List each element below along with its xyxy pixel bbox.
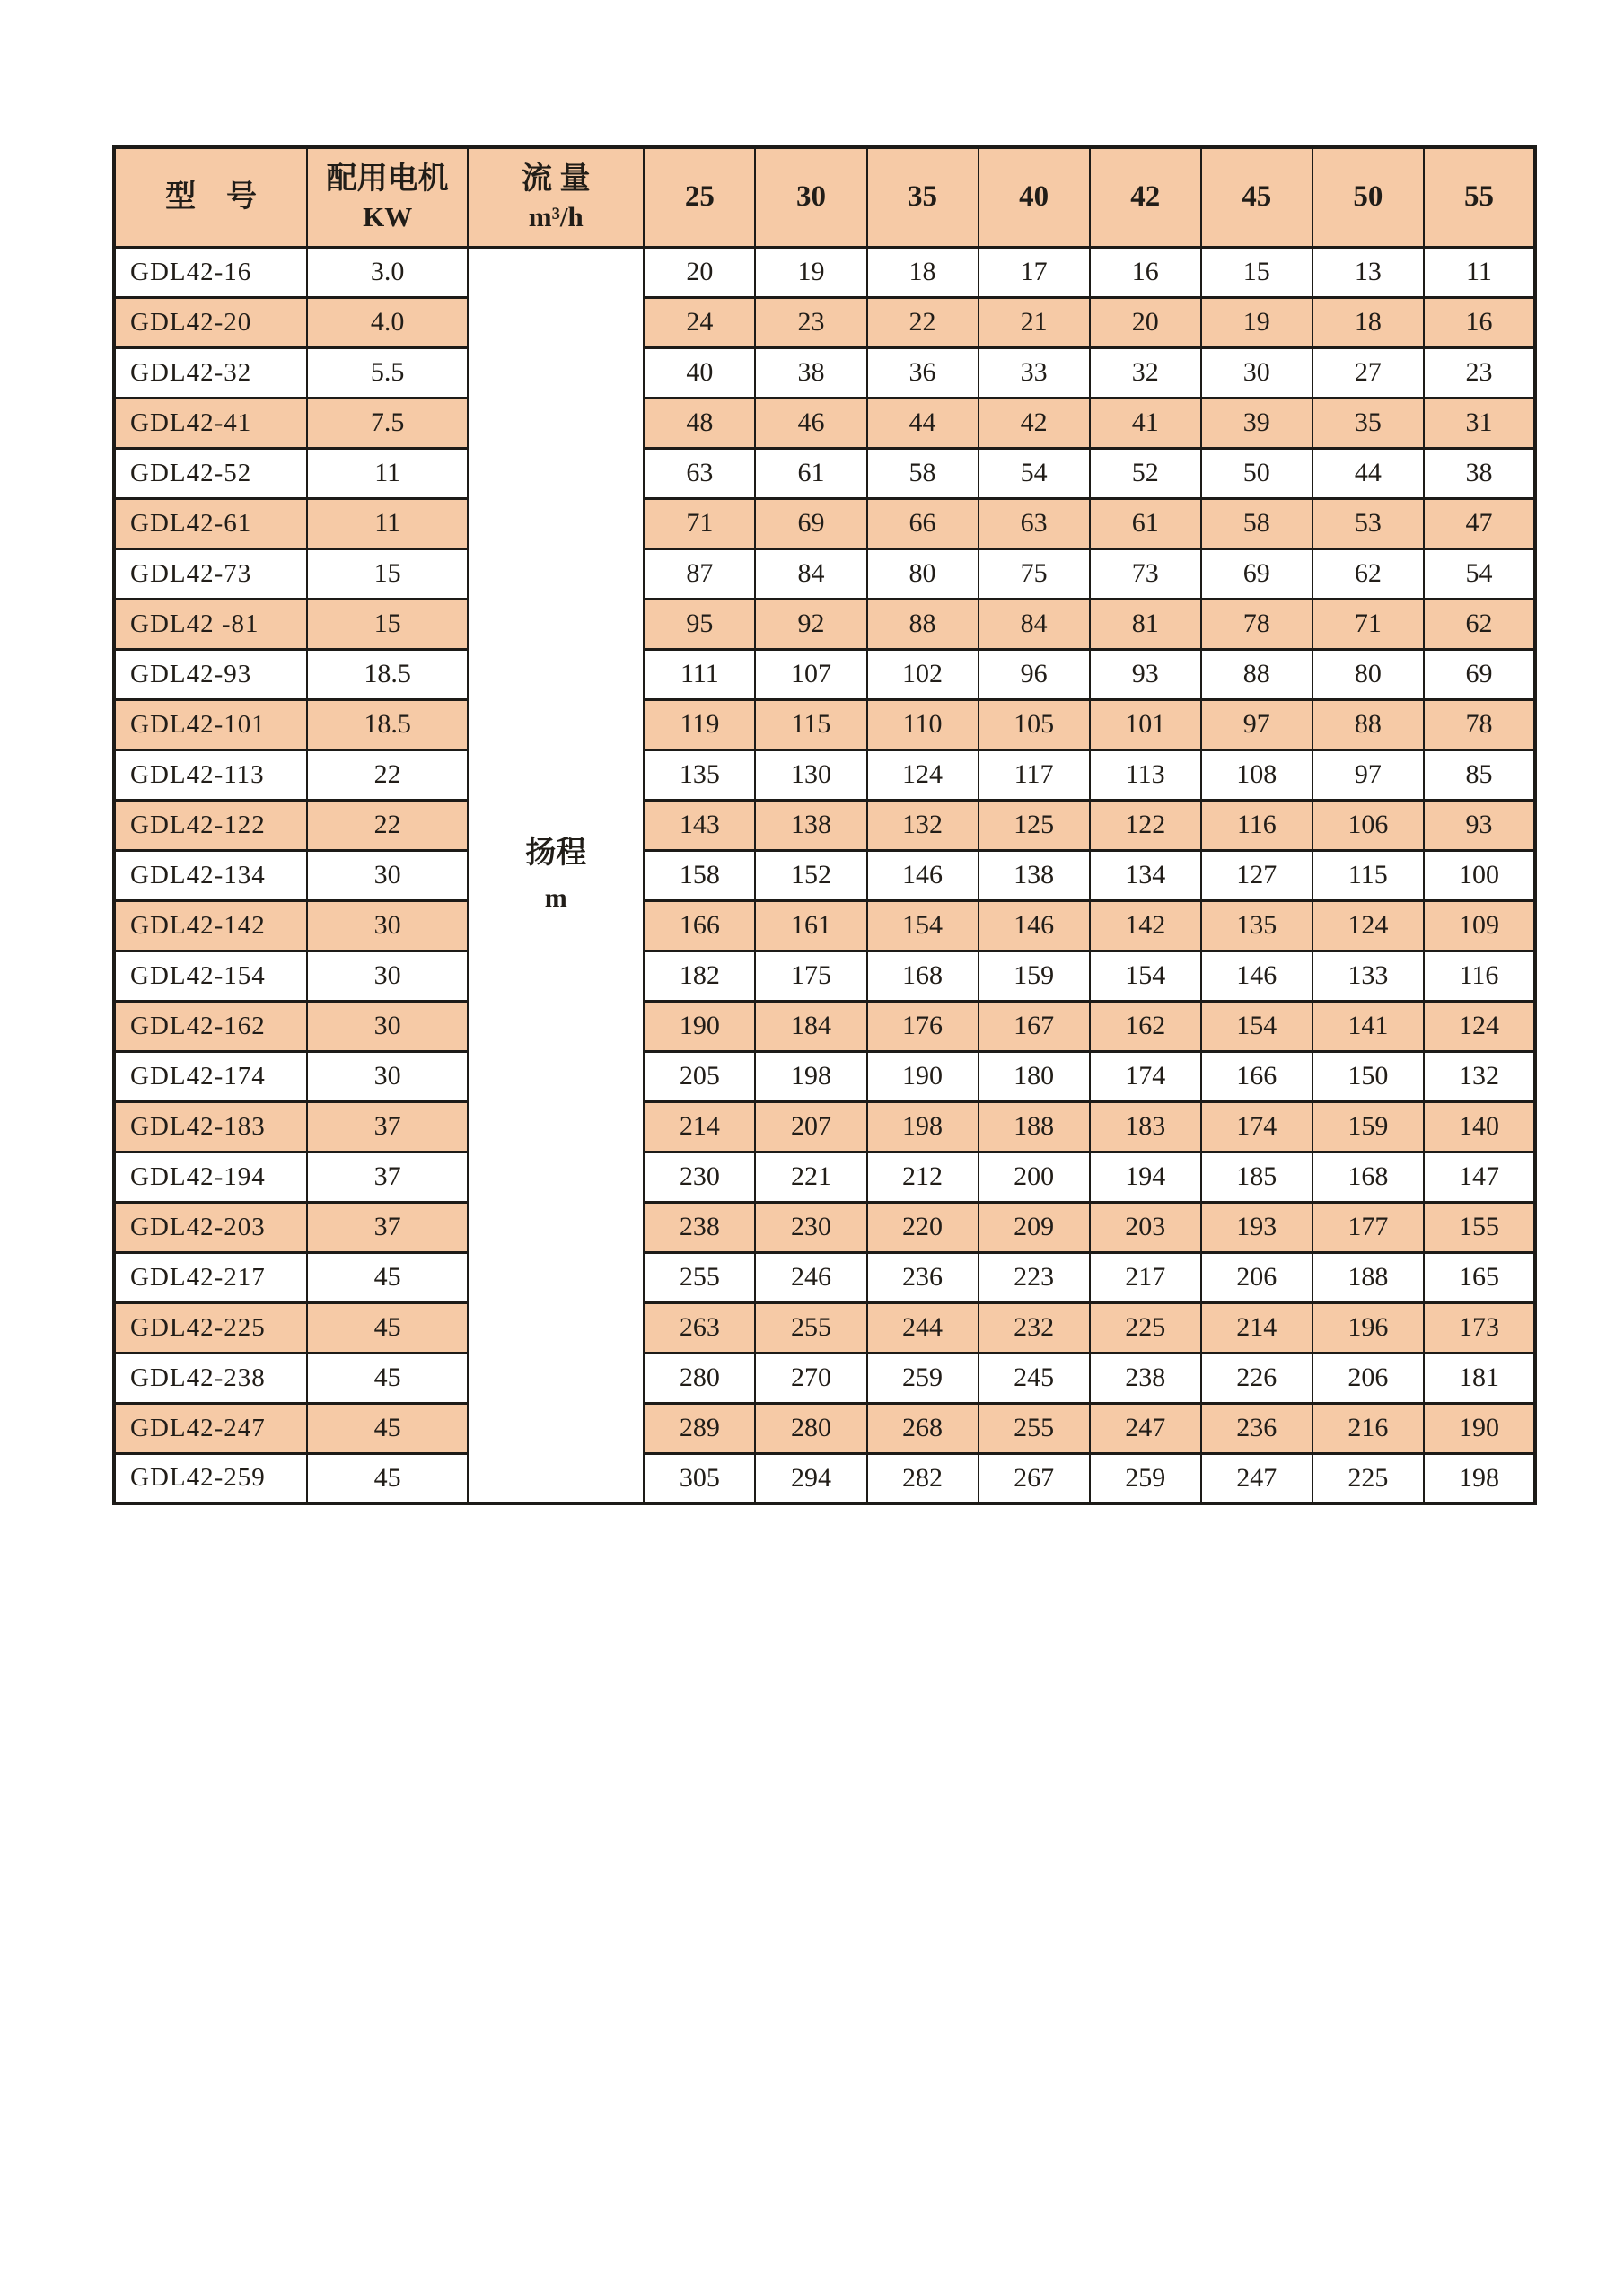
head-value-cell: 154: [867, 900, 979, 951]
header-model: [114, 147, 307, 247]
head-value-cell: 176: [867, 1001, 979, 1051]
head-value-cell: 167: [979, 1001, 1090, 1051]
head-value-cell: 220: [867, 1202, 979, 1252]
head-value-cell: 141: [1312, 1001, 1424, 1051]
head-value-cell: 225: [1090, 1302, 1201, 1353]
head-value-cell: 198: [867, 1101, 979, 1152]
head-value-cell: 206: [1201, 1252, 1312, 1302]
table-row: [114, 1453, 1535, 1503]
head-value-cell: 81: [1090, 599, 1201, 649]
head-value-cell: 146: [867, 850, 979, 900]
head-value-cell: 63: [644, 448, 755, 498]
head-value-cell: 246: [755, 1252, 866, 1302]
header-flow-25: 25: [644, 147, 755, 247]
head-value-cell: 44: [1312, 448, 1424, 498]
head-value-cell: 180: [979, 1051, 1090, 1101]
head-value-cell: 41: [1090, 398, 1201, 448]
head-value-cell: 177: [1312, 1202, 1424, 1252]
head-value-cell: 159: [979, 951, 1090, 1001]
head-label: 扬程: [525, 837, 587, 871]
pump-spec-table: [112, 145, 1537, 1505]
motor-kw-cell: 3.0: [307, 247, 468, 297]
table-row: [114, 1403, 1535, 1453]
head-value-cell: 133: [1312, 951, 1424, 1001]
motor-kw-cell: 18.5: [307, 699, 468, 749]
head-value-cell: 245: [979, 1353, 1090, 1403]
head-value-cell: 174: [1201, 1101, 1312, 1152]
head-value-cell: 194: [1090, 1152, 1201, 1202]
head-value-cell: 166: [1201, 1051, 1312, 1101]
motor-kw-cell: 11: [307, 448, 468, 498]
model-cell: GDL42-73: [114, 548, 307, 599]
head-value-cell: 280: [755, 1403, 866, 1453]
table-row: [114, 1152, 1535, 1202]
head-value-cell: 154: [1201, 1001, 1312, 1051]
head-value-cell: 116: [1424, 951, 1535, 1001]
head-value-cell: 236: [1201, 1403, 1312, 1453]
head-value-cell: 38: [755, 347, 866, 398]
head-value-cell: 255: [755, 1302, 866, 1353]
head-value-cell: 152: [755, 850, 866, 900]
model-cell: GDL42-174: [114, 1051, 307, 1101]
head-value-cell: 21: [979, 297, 1090, 347]
head-value-cell: 198: [755, 1051, 866, 1101]
head-value-cell: 71: [1312, 599, 1424, 649]
motor-kw-cell: 30: [307, 951, 468, 1001]
header-flow-label: 流 量: [522, 162, 591, 196]
model-cell: GDL42-52: [114, 448, 307, 498]
head-value-cell: 203: [1090, 1202, 1201, 1252]
head-value-cell: 47: [1424, 498, 1535, 548]
head-value-cell: 173: [1424, 1302, 1535, 1353]
head-value-cell: 216: [1312, 1403, 1424, 1453]
head-value-cell: 23: [755, 297, 866, 347]
head-value-cell: 289: [644, 1403, 755, 1453]
table-row: [114, 1051, 1535, 1101]
header-flow-35: 35: [867, 147, 979, 247]
head-value-cell: 16: [1090, 247, 1201, 297]
table-row: [114, 1302, 1535, 1353]
header-flow-45: 45: [1201, 147, 1312, 247]
motor-kw-cell: 45: [307, 1252, 468, 1302]
head-value-cell: 71: [644, 498, 755, 548]
head-value-cell: 154: [1090, 951, 1201, 1001]
head-value-cell: 185: [1201, 1152, 1312, 1202]
head-value-cell: 78: [1201, 599, 1312, 649]
head-value-cell: 138: [755, 800, 866, 850]
head-value-cell: 62: [1312, 548, 1424, 599]
motor-kw-cell: 37: [307, 1101, 468, 1152]
head-value-cell: 207: [755, 1101, 866, 1152]
head-value-cell: 33: [979, 347, 1090, 398]
head-value-cell: 280: [644, 1353, 755, 1403]
head-value-cell: 206: [1312, 1353, 1424, 1403]
head-value-cell: 20: [644, 247, 755, 297]
motor-kw-cell: 45: [307, 1453, 468, 1503]
head-value-cell: 48: [644, 398, 755, 448]
motor-kw-cell: 30: [307, 1001, 468, 1051]
model-cell: GDL42-134: [114, 850, 307, 900]
head-value-cell: 32: [1090, 347, 1201, 398]
head-value-cell: 267: [979, 1453, 1090, 1503]
motor-kw-cell: 18.5: [307, 649, 468, 699]
head-value-cell: 142: [1090, 900, 1201, 951]
head-value-cell: 80: [1312, 649, 1424, 699]
head-value-cell: 115: [755, 699, 866, 749]
header-flow-unit: m³/h: [528, 200, 584, 232]
head-value-cell: 75: [979, 548, 1090, 599]
head-value-cell: 268: [867, 1403, 979, 1453]
head-value-cell: 115: [1312, 850, 1424, 900]
model-cell: GDL42-20: [114, 297, 307, 347]
head-value-cell: 305: [644, 1453, 755, 1503]
model-cell: GDL42-217: [114, 1252, 307, 1302]
head-value-cell: 93: [1090, 649, 1201, 699]
head-value-cell: 124: [867, 749, 979, 800]
header-flow-30: 30: [755, 147, 866, 247]
head-value-cell: 214: [1201, 1302, 1312, 1353]
head-value-cell: 92: [755, 599, 866, 649]
head-value-cell: 31: [1424, 398, 1535, 448]
head-value-cell: 209: [979, 1202, 1090, 1252]
head-value-cell: 181: [1424, 1353, 1535, 1403]
model-cell: GDL42-32: [114, 347, 307, 398]
head-value-cell: 155: [1424, 1202, 1535, 1252]
head-value-cell: 108: [1201, 749, 1312, 800]
motor-kw-cell: 22: [307, 800, 468, 850]
head-value-cell: 247: [1201, 1453, 1312, 1503]
head-value-cell: 18: [867, 247, 979, 297]
table-row: [114, 951, 1535, 1001]
head-value-cell: 78: [1424, 699, 1535, 749]
table-row: [114, 398, 1535, 448]
head-value-cell: 85: [1424, 749, 1535, 800]
head-value-cell: 158: [644, 850, 755, 900]
model-cell: GDL42-247: [114, 1403, 307, 1453]
head-value-cell: 214: [644, 1101, 755, 1152]
head-value-cell: 30: [1201, 347, 1312, 398]
head-value-cell: 230: [755, 1202, 866, 1252]
head-value-cell: 230: [644, 1152, 755, 1202]
head-value-cell: 18: [1312, 297, 1424, 347]
head-value-cell: 200: [979, 1152, 1090, 1202]
model-cell: GDL42-113: [114, 749, 307, 800]
head-value-cell: 13: [1312, 247, 1424, 297]
head-value-cell: 205: [644, 1051, 755, 1101]
head-value-cell: 135: [1201, 900, 1312, 951]
head-value-cell: 27: [1312, 347, 1424, 398]
model-cell: GDL42-203: [114, 1202, 307, 1252]
head-value-cell: 166: [644, 900, 755, 951]
head-value-cell: 97: [1312, 749, 1424, 800]
head-value-cell: 84: [979, 599, 1090, 649]
head-value-cell: 19: [1201, 297, 1312, 347]
table-row: [114, 1001, 1535, 1051]
head-value-cell: 88: [867, 599, 979, 649]
table-row: [114, 749, 1535, 800]
head-value-cell: 58: [867, 448, 979, 498]
head-value-cell: 125: [979, 800, 1090, 850]
motor-kw-cell: 22: [307, 749, 468, 800]
head-value-cell: 44: [867, 398, 979, 448]
head-value-cell: 132: [1424, 1051, 1535, 1101]
head-value-cell: 198: [1424, 1453, 1535, 1503]
head-value-cell: 193: [1201, 1202, 1312, 1252]
head-value-cell: 69: [1424, 649, 1535, 699]
head-value-cell: 50: [1201, 448, 1312, 498]
head-value-cell: 105: [979, 699, 1090, 749]
model-cell: GDL42-101: [114, 699, 307, 749]
head-value-cell: 117: [979, 749, 1090, 800]
table-row: [114, 800, 1535, 850]
head-value-cell: 138: [979, 850, 1090, 900]
table-row: [114, 448, 1535, 498]
head-value-cell: 147: [1424, 1152, 1535, 1202]
table-row: [114, 599, 1535, 649]
head-value-cell: 66: [867, 498, 979, 548]
head-value-cell: 236: [867, 1252, 979, 1302]
head-value-cell: 61: [755, 448, 866, 498]
head-value-cell: 270: [755, 1353, 866, 1403]
model-cell: GDL42-162: [114, 1001, 307, 1051]
header-motor: [307, 147, 468, 247]
model-cell: GDL42-259: [114, 1453, 307, 1503]
head-value-cell: 238: [644, 1202, 755, 1252]
head-value-cell: 175: [755, 951, 866, 1001]
table-row: [114, 347, 1535, 398]
head-value-cell: 46: [755, 398, 866, 448]
head-value-cell: 190: [1424, 1403, 1535, 1453]
head-value-cell: 255: [979, 1403, 1090, 1453]
head-value-cell: 24: [644, 297, 755, 347]
head-value-cell: 165: [1424, 1252, 1535, 1302]
head-value-cell: 61: [1090, 498, 1201, 548]
head-value-cell: 162: [1090, 1001, 1201, 1051]
head-value-cell: 84: [755, 548, 866, 599]
head-value-cell: 184: [755, 1001, 866, 1051]
head-value-cell: 223: [979, 1252, 1090, 1302]
head-value-cell: 97: [1201, 699, 1312, 749]
head-value-cell: 225: [1312, 1453, 1424, 1503]
head-value-cell: 188: [1312, 1252, 1424, 1302]
motor-kw-cell: 15: [307, 548, 468, 599]
head-value-cell: 259: [1090, 1453, 1201, 1503]
head-value-cell: 54: [1424, 548, 1535, 599]
head-value-cell: 40: [644, 347, 755, 398]
head-value-cell: 63: [979, 498, 1090, 548]
head-unit-merged-cell: [468, 247, 644, 1503]
head-value-cell: 69: [755, 498, 866, 548]
model-cell: GDL42-61: [114, 498, 307, 548]
head-value-cell: 294: [755, 1453, 866, 1503]
model-cell: GDL42-238: [114, 1353, 307, 1403]
table-row: [114, 850, 1535, 900]
head-value-cell: 35: [1312, 398, 1424, 448]
head-value-cell: 22: [867, 297, 979, 347]
head-value-cell: 217: [1090, 1252, 1201, 1302]
head-unit-label: m: [544, 882, 567, 913]
head-value-cell: 93: [1424, 800, 1535, 850]
head-value-cell: 135: [644, 749, 755, 800]
model-cell: GDL42-225: [114, 1302, 307, 1353]
head-value-cell: 127: [1201, 850, 1312, 900]
header-flow-40: 40: [979, 147, 1090, 247]
head-value-cell: 221: [755, 1152, 866, 1202]
table-row: [114, 1353, 1535, 1403]
table-row: [114, 297, 1535, 347]
motor-kw-cell: 37: [307, 1202, 468, 1252]
motor-kw-cell: 45: [307, 1403, 468, 1453]
model-cell: GDL42 -81: [114, 599, 307, 649]
head-value-cell: 238: [1090, 1353, 1201, 1403]
head-value-cell: 53: [1312, 498, 1424, 548]
table-row: [114, 548, 1535, 599]
header-flow-50: 50: [1312, 147, 1424, 247]
head-value-cell: 109: [1424, 900, 1535, 951]
table-row: [114, 1101, 1535, 1152]
head-value-cell: 124: [1424, 1001, 1535, 1051]
header-row: [114, 147, 1535, 247]
model-cell: GDL42-183: [114, 1101, 307, 1152]
motor-kw-cell: 45: [307, 1353, 468, 1403]
table-row: [114, 247, 1535, 297]
head-value-cell: 101: [1090, 699, 1201, 749]
head-value-cell: 282: [867, 1453, 979, 1503]
head-value-cell: 146: [979, 900, 1090, 951]
motor-kw-cell: 30: [307, 900, 468, 951]
head-value-cell: 182: [644, 951, 755, 1001]
head-value-cell: 159: [1312, 1101, 1424, 1152]
head-value-cell: 19: [755, 247, 866, 297]
head-value-cell: 16: [1424, 297, 1535, 347]
model-cell: GDL42-16: [114, 247, 307, 297]
head-value-cell: 80: [867, 548, 979, 599]
model-cell: GDL42-154: [114, 951, 307, 1001]
head-value-cell: 42: [979, 398, 1090, 448]
motor-kw-cell: 4.0: [307, 297, 468, 347]
head-value-cell: 113: [1090, 749, 1201, 800]
head-value-cell: 122: [1090, 800, 1201, 850]
head-value-cell: 54: [979, 448, 1090, 498]
head-value-cell: 52: [1090, 448, 1201, 498]
head-value-cell: 130: [755, 749, 866, 800]
head-value-cell: 255: [644, 1252, 755, 1302]
head-value-cell: 58: [1201, 498, 1312, 548]
head-value-cell: 36: [867, 347, 979, 398]
head-value-cell: 247: [1090, 1403, 1201, 1453]
head-value-cell: 73: [1090, 548, 1201, 599]
head-value-cell: 168: [1312, 1152, 1424, 1202]
motor-kw-cell: 11: [307, 498, 468, 548]
table-row: [114, 649, 1535, 699]
table-row: [114, 699, 1535, 749]
head-value-cell: 87: [644, 548, 755, 599]
head-value-cell: 96: [979, 649, 1090, 699]
head-value-cell: 102: [867, 649, 979, 699]
head-value-cell: 17: [979, 247, 1090, 297]
head-value-cell: 20: [1090, 297, 1201, 347]
motor-kw-cell: 30: [307, 1051, 468, 1101]
head-value-cell: 168: [867, 951, 979, 1001]
head-value-cell: 95: [644, 599, 755, 649]
table-row: [114, 1202, 1535, 1252]
head-value-cell: 244: [867, 1302, 979, 1353]
head-value-cell: 143: [644, 800, 755, 850]
head-value-cell: 88: [1201, 649, 1312, 699]
header-motor-label: 配用电机: [326, 162, 449, 196]
head-value-cell: 132: [867, 800, 979, 850]
head-value-cell: 11: [1424, 247, 1535, 297]
motor-kw-cell: 7.5: [307, 398, 468, 448]
head-value-cell: 190: [644, 1001, 755, 1051]
model-cell: GDL42-142: [114, 900, 307, 951]
head-value-cell: 111: [644, 649, 755, 699]
header-motor-unit: KW: [363, 200, 413, 232]
header-model-label: 型 号: [165, 180, 258, 214]
head-value-cell: 134: [1090, 850, 1201, 900]
head-value-cell: 39: [1201, 398, 1312, 448]
header-flow-42: 42: [1090, 147, 1201, 247]
motor-kw-cell: 37: [307, 1152, 468, 1202]
model-cell: GDL42-93: [114, 649, 307, 699]
head-value-cell: 23: [1424, 347, 1535, 398]
motor-kw-cell: 5.5: [307, 347, 468, 398]
motor-kw-cell: 15: [307, 599, 468, 649]
head-value-cell: 106: [1312, 800, 1424, 850]
head-value-cell: 161: [755, 900, 866, 951]
head-value-cell: 174: [1090, 1051, 1201, 1101]
table-row: [114, 1252, 1535, 1302]
head-value-cell: 188: [979, 1101, 1090, 1152]
header-flow-55: 55: [1424, 147, 1535, 247]
head-value-cell: 100: [1424, 850, 1535, 900]
head-value-cell: 190: [867, 1051, 979, 1101]
head-value-cell: 62: [1424, 599, 1535, 649]
head-value-cell: 124: [1312, 900, 1424, 951]
head-value-cell: 140: [1424, 1101, 1535, 1152]
table-row: [114, 900, 1535, 951]
head-value-cell: 88: [1312, 699, 1424, 749]
header-flow: [468, 147, 644, 247]
head-value-cell: 69: [1201, 548, 1312, 599]
head-value-cell: 38: [1424, 448, 1535, 498]
head-value-cell: 263: [644, 1302, 755, 1353]
model-cell: GDL42-194: [114, 1152, 307, 1202]
head-value-cell: 232: [979, 1302, 1090, 1353]
head-value-cell: 110: [867, 699, 979, 749]
motor-kw-cell: 30: [307, 850, 468, 900]
model-cell: GDL42-41: [114, 398, 307, 448]
head-value-cell: 183: [1090, 1101, 1201, 1152]
table-body: [114, 247, 1535, 1503]
head-value-cell: 15: [1201, 247, 1312, 297]
head-value-cell: 107: [755, 649, 866, 699]
head-value-cell: 146: [1201, 951, 1312, 1001]
head-value-cell: 212: [867, 1152, 979, 1202]
head-value-cell: 196: [1312, 1302, 1424, 1353]
head-value-cell: 150: [1312, 1051, 1424, 1101]
table-row: [114, 498, 1535, 548]
head-value-cell: 259: [867, 1353, 979, 1403]
head-value-cell: 226: [1201, 1353, 1312, 1403]
head-value-cell: 119: [644, 699, 755, 749]
motor-kw-cell: 45: [307, 1302, 468, 1353]
model-cell: GDL42-122: [114, 800, 307, 850]
head-value-cell: 116: [1201, 800, 1312, 850]
